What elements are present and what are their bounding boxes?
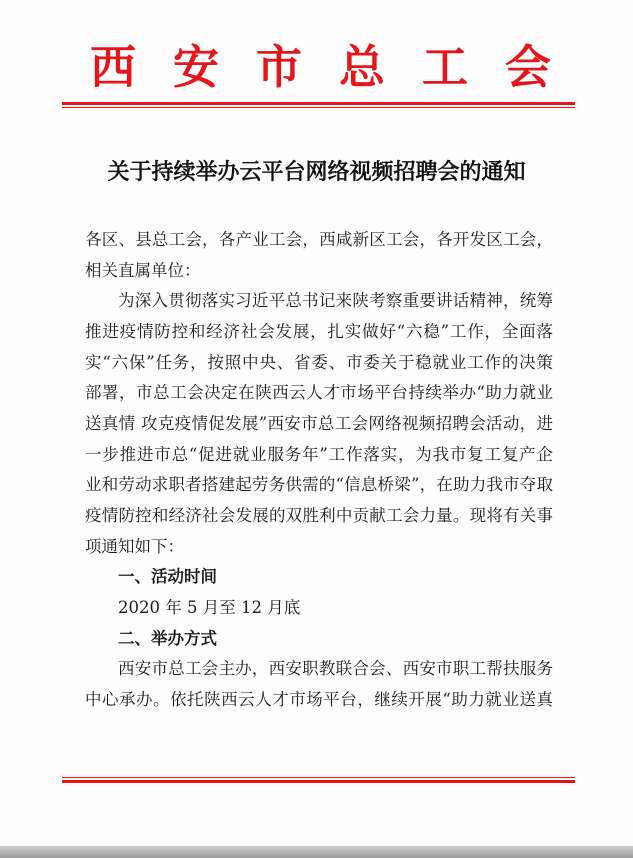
paragraph-line: 推进疫情防控和经济社会发展，扎实做好“六稳”工作，全面落 (85, 321, 553, 341)
header-rule-thick (62, 102, 575, 105)
document-title: 关于持续举办云平台网络视频招聘会的通知 (107, 159, 526, 185)
page-bottom-edge (0, 846, 633, 858)
paragraph-line: 为深入贯彻落实习近平总书记来陕考察重要讲话精神，统筹 (118, 291, 553, 311)
section-line: 西安市总工会主办，西安职教联合会、西安市职工帮扶服务 (118, 659, 553, 679)
header-org-name: 西安市总工会 (90, 40, 588, 94)
paragraph-line: 业和劳动求职者搭建起劳务供需的“信息桥梁”，在助力我市夺取 (85, 475, 553, 495)
document-body (85, 225, 553, 716)
salutation-line: 各区、县总工会，各产业工会，西咸新区工会，各开发区工会， (85, 230, 553, 249)
salutation-line: 相关直属单位： (85, 260, 201, 280)
section-heading: 一、活动时间 (118, 567, 217, 587)
footer-rule-thin (62, 777, 575, 778)
paragraph-line: 疫情防控和经济社会发展的双胜利中贡献工会力量。现将有关事 (85, 505, 553, 525)
section-heading: 二、举办方式 (118, 628, 217, 648)
paragraph-line: 实“六保”任务，按照中央、省委、市委关于稳就业工作的决策 (85, 352, 553, 372)
paragraph-line: 一步推进市总“促进就业服务年”工作落实，为我市复工复产企 (85, 444, 553, 464)
paragraph-line: 送真情 攻克疫情促发展”西安市总工会网络视频招聘会活动，进 (85, 413, 553, 433)
footer-rule-thick (62, 780, 575, 783)
header-rule-thin (62, 107, 575, 108)
section-line: 中心承办。依托陕西云人才市场平台，继续开展“助力就业送真 (85, 689, 553, 709)
paragraph-line: 部署，市总工会决定在陕西云人才市场平台持续举办“助力就业 (85, 383, 553, 403)
paragraph-line: 项通知如下： (85, 536, 184, 556)
section-line: 2020 年 5 月至 12 月底 (118, 597, 301, 617)
